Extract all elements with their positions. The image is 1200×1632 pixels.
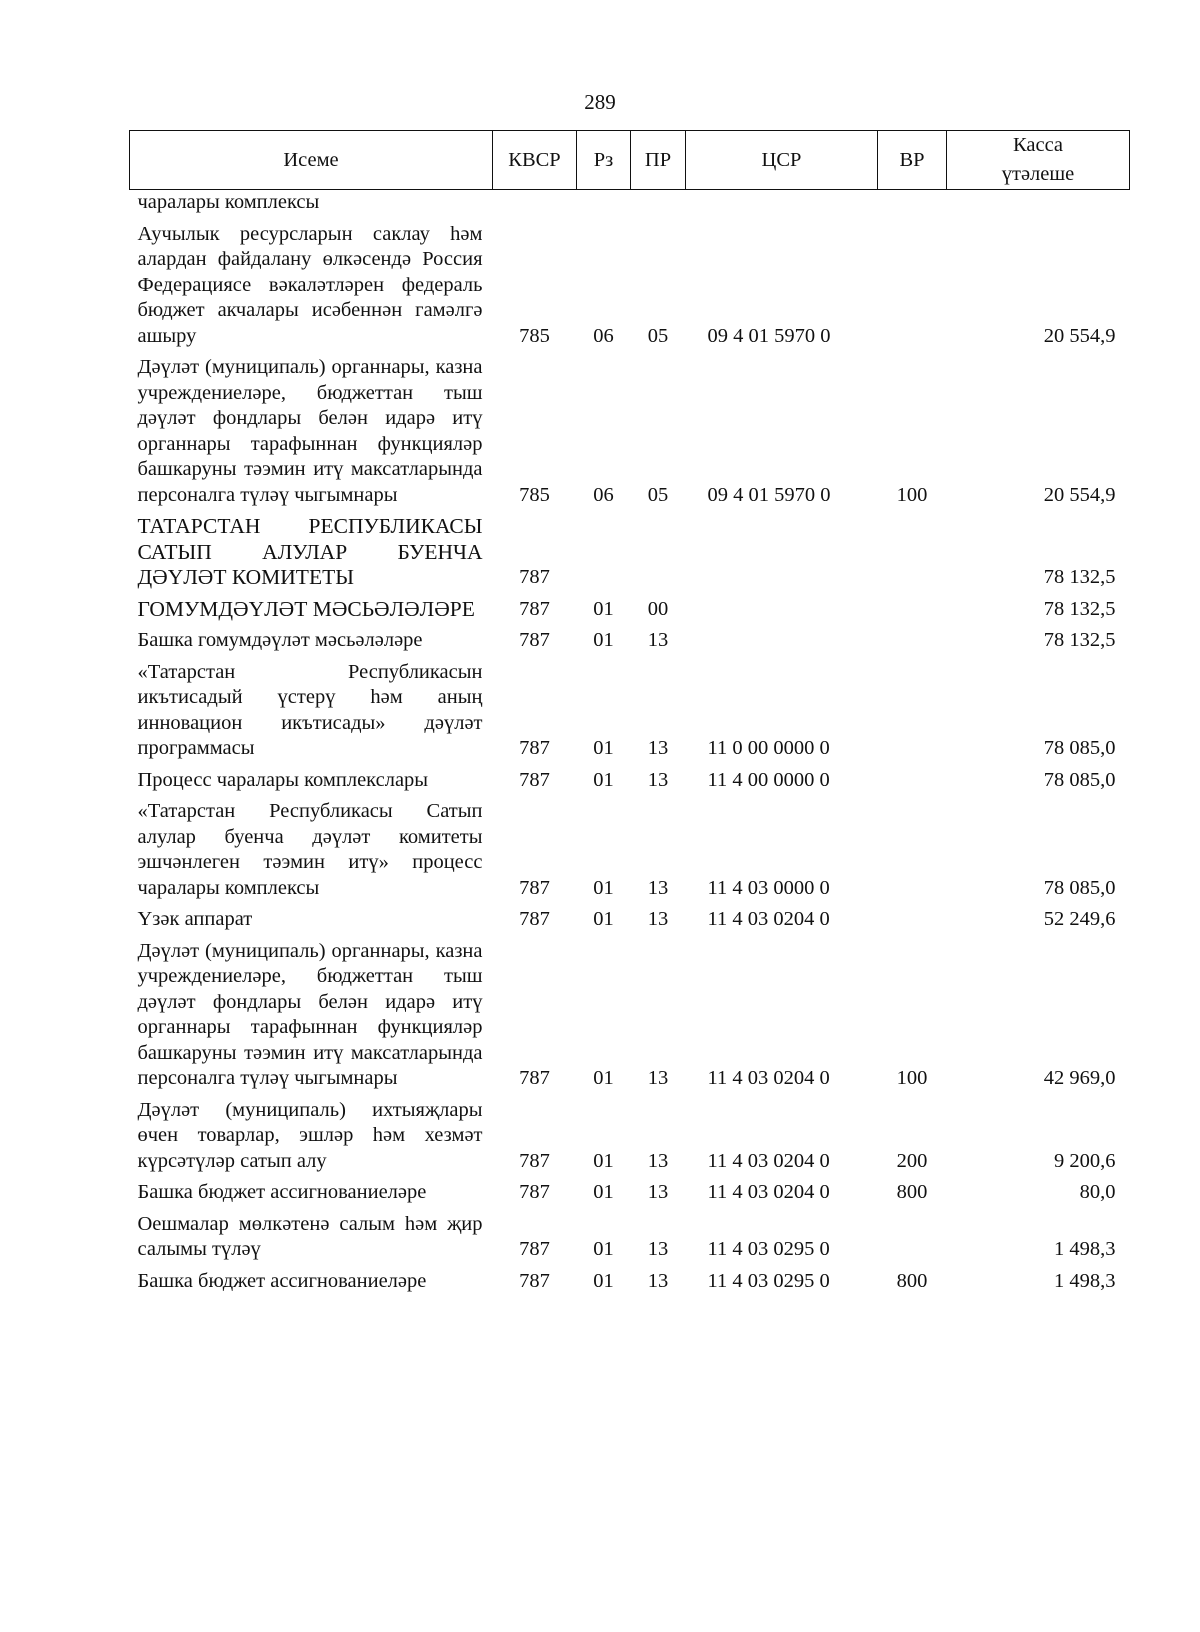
cell-name: Оешмалар мөлкәтенә салым һәм җир салымы түләү [137, 1212, 483, 1260]
table-row [130, 511, 1130, 594]
cell-kvsr [493, 190, 577, 219]
cell-kvsr: 787 [519, 629, 550, 651]
cell-vr [878, 594, 947, 626]
cell-sum: 9 200,6 [1054, 1149, 1116, 1172]
cell-name: «Татарстан Республикасы Сатып алулар буенча дәүләт комитеты эшчәнлеген тәэмин итү» процесс чаралары комплексы [137, 800, 483, 899]
cell-sum: 1 498,3 [1054, 1238, 1116, 1260]
cell-csr: 11 0 00 0000 0 [707, 737, 830, 759]
cell-name: чаралары комплексы [137, 191, 320, 213]
cell-csr: 11 4 03 0000 0 [707, 876, 830, 899]
cell-name: Башка бюджет ассигнованиеләре [137, 1181, 427, 1203]
cell-kvsr: 787 [519, 597, 550, 620]
cell-rz [577, 511, 631, 594]
table-row [130, 657, 1130, 765]
cell-rz [577, 190, 631, 219]
cell-sum: 78 085,0 [1043, 768, 1116, 791]
cell-sum: 78 085,0 [1043, 876, 1116, 899]
cell-vr: 800 [896, 1181, 928, 1203]
cell-name: Үзәк аппарат [137, 908, 253, 930]
cell-kvsr: 787 [519, 566, 550, 588]
cell-csr: 11 4 03 0295 0 [707, 1238, 830, 1260]
cell-name: Дәүләт (муниципаль) органнары, казна учреждениеләре, бюджеттан тыш дәүләт фондлары белән идарә итү органнары тарафыннан функцияләр башкаруны тәэмин итү максатларында персоналга түләү чыгымнары [137, 939, 483, 1089]
cell-name: Аучылык ресурсларын саклау һәм алардан файдалану өлкәсендә Россия Федерациясе вәкаләтләрен федераль бюджет акчалары исәбеннән гамәлгә ашыру [137, 222, 483, 347]
cell-sum: 52 249,6 [1043, 908, 1116, 930]
cell-pr: 13 [647, 737, 669, 759]
table-row [130, 796, 1130, 904]
cell-sum: 78 132,5 [1043, 629, 1116, 651]
cell-vr: 100 [896, 483, 928, 506]
cell-sum: 78 132,5 [1043, 597, 1116, 620]
cell-rz: 06 [593, 483, 614, 506]
cell-pr: 05 [647, 324, 669, 347]
cell-rz: 01 [593, 876, 614, 899]
header-kvsr: КВСР [493, 131, 577, 190]
cell-vr [878, 190, 947, 219]
cell-vr [878, 796, 947, 904]
header-sum-line2: үтәлеше [1001, 163, 1075, 185]
cell-sum: 78 132,5 [1043, 566, 1116, 588]
cell-pr: 13 [647, 1238, 669, 1260]
cell-csr [686, 190, 878, 219]
cell-name: «Татарстан Республикасын икътисадый үстерү һәм аның инновацион икътисады» дәүләт программасы [137, 660, 483, 759]
cell-csr [686, 511, 878, 594]
cell-rz: 01 [593, 768, 614, 791]
cell-rz: 01 [593, 1067, 614, 1089]
cell-kvsr: 785 [519, 483, 550, 506]
cell-kvsr: 785 [519, 324, 550, 347]
cell-pr: 05 [647, 483, 669, 506]
header-rz: Рз [577, 131, 631, 190]
table-row [130, 190, 1130, 219]
table-row [130, 1266, 1130, 1298]
cell-pr: 13 [647, 1269, 669, 1292]
header-sum [947, 131, 1130, 190]
cell-name: Процесс чаралары комплекслары [137, 768, 429, 791]
cell-csr [686, 594, 878, 626]
header-sum-line1: Касса [1012, 134, 1064, 156]
budget-table-container [129, 130, 1129, 1297]
table-header [130, 131, 1130, 190]
cell-name: Башка гомумдәүләт мәсьәләләре [137, 629, 423, 651]
cell-rz: 06 [593, 324, 614, 347]
cell-rz: 01 [593, 737, 614, 759]
cell-csr: 09 4 01 5970 0 [707, 324, 831, 347]
cell-sum: 20 554,9 [1043, 324, 1116, 347]
table-row [130, 936, 1130, 1095]
table-row [130, 1095, 1130, 1178]
cell-name: Дәүләт (муниципаль) органнары, казна учреждениеләре, бюджеттан тыш дәүләт фондлары белән идарә итү органнары тарафыннан функцияләр башкаруны тәэмин итү максатларында персоналга түләү чыгымнары [137, 356, 483, 506]
cell-sum: 20 554,9 [1043, 483, 1116, 506]
table-row [130, 904, 1130, 936]
cell-pr: 13 [647, 768, 669, 791]
header-pr: ПР [631, 131, 686, 190]
cell-rz: 01 [593, 1181, 614, 1203]
cell-kvsr: 787 [519, 1149, 550, 1172]
cell-vr [878, 511, 947, 594]
cell-kvsr: 787 [519, 737, 550, 759]
cell-vr: 100 [896, 1067, 928, 1089]
cell-pr: 13 [647, 1149, 669, 1172]
table-row [130, 1209, 1130, 1266]
cell-rz: 01 [593, 597, 614, 620]
cell-kvsr: 787 [519, 768, 550, 791]
cell-sum: 78 085,0 [1043, 737, 1116, 759]
cell-vr: 800 [896, 1269, 928, 1292]
cell-vr [878, 1209, 947, 1266]
cell-csr: 11 4 03 0204 0 [707, 1149, 830, 1172]
cell-kvsr: 787 [519, 1269, 550, 1292]
cell-pr [631, 190, 686, 219]
cell-pr: 13 [647, 908, 669, 930]
header-name: Исеме [130, 131, 493, 190]
cell-csr: 11 4 00 0000 0 [707, 768, 830, 791]
cell-kvsr: 787 [519, 876, 550, 899]
cell-rz: 01 [593, 629, 614, 651]
cell-pr: 00 [647, 597, 669, 620]
cell-name: ГОМУМДӘҮЛӘТ МӘСЬӘЛӘЛӘРЕ [137, 596, 475, 621]
cell-rz: 01 [593, 1269, 614, 1292]
cell-kvsr: 787 [519, 908, 550, 930]
cell-csr: 11 4 03 0204 0 [707, 1067, 830, 1089]
cell-pr: 13 [647, 1181, 669, 1203]
table-row [130, 1177, 1130, 1209]
header-csr: ЦСР [686, 131, 878, 190]
cell-csr: 11 4 03 0204 0 [707, 908, 830, 930]
table-row [130, 594, 1130, 626]
cell-sum: 80,0 [1079, 1181, 1116, 1203]
cell-kvsr: 787 [519, 1181, 550, 1203]
cell-csr: 09 4 01 5970 0 [707, 483, 831, 506]
cell-vr [878, 765, 947, 797]
cell-name: Башка бюджет ассигнованиеләре [137, 1269, 427, 1292]
table-row [130, 765, 1130, 797]
cell-vr [878, 219, 947, 353]
cell-vr [878, 625, 947, 657]
cell-vr [878, 904, 947, 936]
cell-sum: 1 498,3 [1054, 1269, 1116, 1292]
cell-rz: 01 [593, 1238, 614, 1260]
cell-pr: 13 [647, 1067, 669, 1089]
cell-csr [686, 625, 878, 657]
page-number: 289 [584, 90, 616, 114]
cell-kvsr: 787 [519, 1067, 550, 1089]
cell-pr: 13 [647, 876, 669, 899]
table-row [130, 625, 1130, 657]
cell-vr [878, 657, 947, 765]
table-row [130, 219, 1130, 353]
cell-pr: 13 [647, 629, 669, 651]
cell-name: Дәүләт (муниципаль) ихтыяҗлары өчен товарлар, эшләр һәм хезмәт күрсәтүләр сатып алу [137, 1098, 483, 1172]
cell-rz: 01 [593, 1149, 614, 1172]
cell-kvsr: 787 [519, 1238, 550, 1260]
budget-table [129, 130, 1130, 1297]
cell-pr [631, 511, 686, 594]
cell-sum [947, 190, 1130, 219]
cell-csr: 11 4 03 0295 0 [707, 1269, 830, 1292]
cell-sum: 42 969,0 [1043, 1067, 1116, 1089]
cell-name: ТАТАРСТАН РЕСПУБЛИКАСЫ САТЫП АЛУЛАР БУЕНЧА ДӘҮЛӘТ КОМИТЕТЫ [137, 514, 483, 589]
header-vr: ВР [878, 131, 947, 190]
cell-csr: 11 4 03 0204 0 [707, 1181, 830, 1203]
table-row [130, 352, 1130, 511]
cell-rz: 01 [593, 908, 614, 930]
table-body [130, 190, 1130, 1298]
cell-vr: 200 [896, 1149, 928, 1172]
